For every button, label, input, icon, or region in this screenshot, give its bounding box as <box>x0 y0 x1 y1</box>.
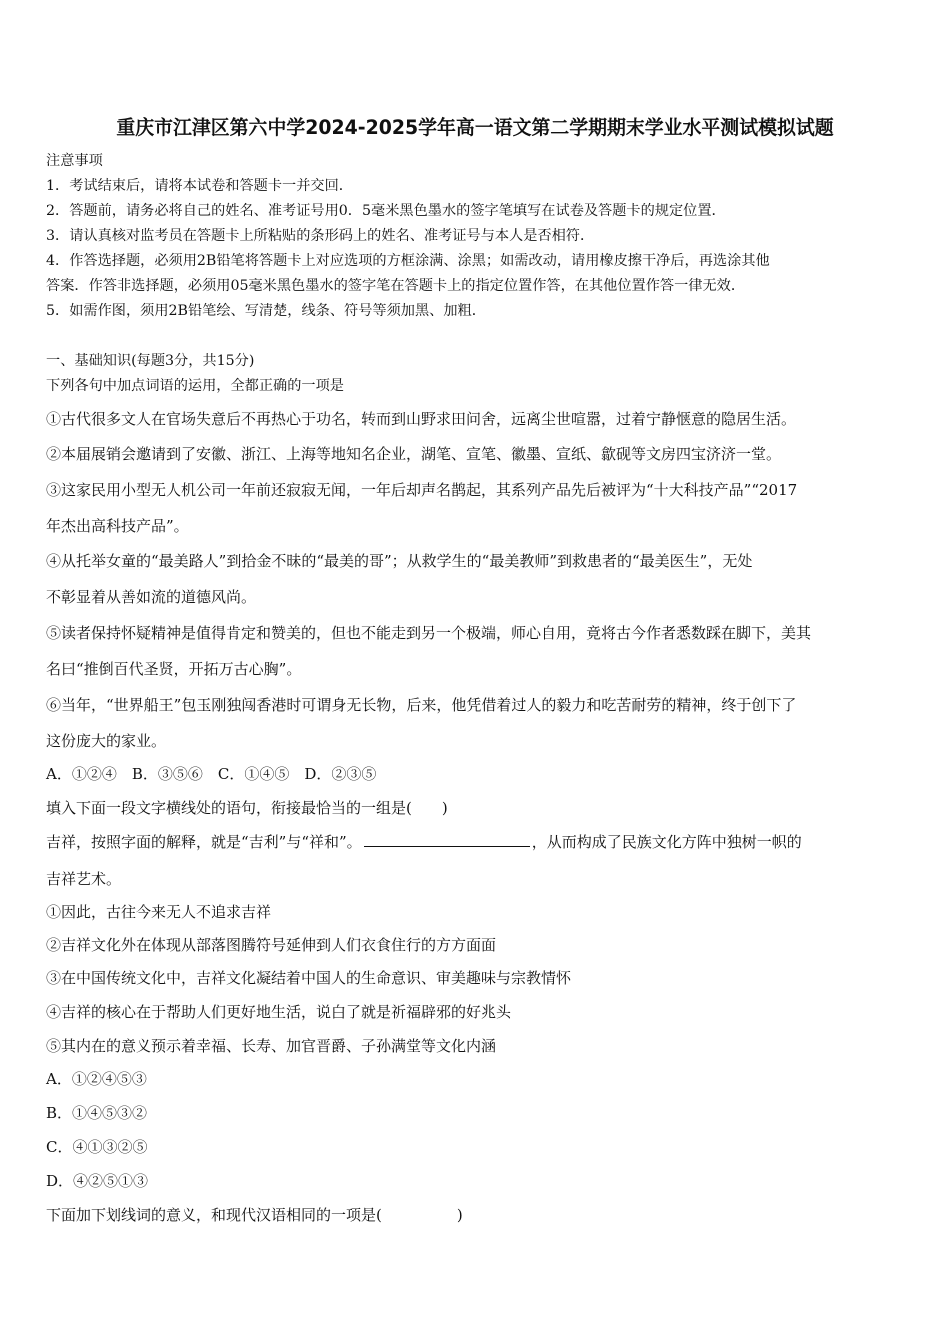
q1-sentence: ④从托举女童的“最美路人”到拾金不昧的“最美的哥”；从救学生的“最美教师”到救患者的“最美医生”，无处 <box>46 552 753 570</box>
page-title: 重庆市江津区第六中学2024-2025学年高一语文第二学期期末学业水平测试模拟试题 <box>116 116 834 139</box>
q1-sentence: ①古代很多文人在官场失意后不再热心于功名，转而到山野求田问舍，远离尘世喧嚣，过着宁静惬意的隐居生活。 <box>46 410 797 428</box>
question-1-stem: 下列各句中加点词语的运用，全都正确的一项是 <box>46 378 344 394</box>
q2-sentence: ①因此，古往今来无人不追求吉祥 <box>46 903 272 921</box>
fill-in-blank <box>364 832 530 847</box>
q2-passage-end: 吉祥艺术。 <box>46 870 122 888</box>
q1-sentence: 年杰出高科技产品”。 <box>46 517 189 535</box>
question-3-stem: 下面加下划线词的意义，和现代汉语相同的一项是( ) <box>46 1206 463 1224</box>
notice-heading: 注意事项 <box>46 153 103 169</box>
q2-passage-after: ，从而构成了民族文化方阵中独树一帜的 <box>531 833 802 851</box>
notice-item: 5．如需作图，须用2B铅笔绘、写清楚，线条、符号等须加黑、加粗． <box>46 303 486 319</box>
notice-item: 答案．作答非选择题，必须用05毫米黑色墨水的签字笔在答题卡上的指定位置作答，在其他位置作答一律无效． <box>46 278 746 294</box>
q2-passage-before: 吉祥，按照字面的解释，就是“吉利”与“祥和”。 <box>46 833 362 851</box>
q1-sentence: ②本届展销会邀请到了安徽、浙江、上海等地知名企业，湖笔、宣笔、徽墨、宣纸、歙砚等文房四宝济济一堂。 <box>46 445 782 463</box>
q2-sentence: ④吉祥的核心在于帮助人们更好地生活，说白了就是祈福辟邪的好兆头 <box>46 1003 512 1021</box>
q1-sentence: ⑥当年，“世界船王”包玉刚独闯香港时可谓身无长物，后来，他凭借着过人的毅力和吃苦耐劳的精神，终于创下了 <box>46 696 797 714</box>
notice-item: 1．考试结束后，请将本试卷和答题卡一并交回． <box>46 178 353 194</box>
q1-sentence: 名曰“推倒百代圣贤，开拓万古心胸”。 <box>46 660 302 678</box>
q1-sentence: ③这家民用小型无人机公司一年前还寂寂无闻，一年后却声名鹊起，其系列产品先后被评为“十大科技产品”“2017 <box>46 481 798 499</box>
notice-item: 3．请认真核对监考员在答题卡上所粘贴的条形码上的姓名、准考证号与本人是否相符． <box>46 228 595 244</box>
q2-option-a: A．①②④⑤③ <box>46 1070 147 1088</box>
q2-option-c: C．④①③②⑤ <box>46 1138 148 1156</box>
q2-option-d: D．④②⑤①③ <box>46 1172 149 1190</box>
q1-options: A．①②④ B．③⑤⑥ C．①④⑤ D．②③⑤ <box>46 765 377 783</box>
notice-item: 2．答题前，请务必将自己的姓名、准考证号用0．5毫米黑色墨水的签字笔填写在试卷及答题卡的规定位置． <box>46 203 726 219</box>
q2-sentence: ⑤其内在的意义预示着幸福、长寿、加官晋爵、子孙满堂等文化内涵 <box>46 1037 497 1055</box>
section-heading: 一、基础知识(每题3分，共15分) <box>46 353 255 369</box>
q2-option-b: B．①④⑤③② <box>46 1104 148 1122</box>
q1-sentence: 不彰显着从善如流的道德风尚。 <box>46 588 257 606</box>
notice-item: 4．作答选择题，必须用2B铅笔将答题卡上对应选项的方框涂满、涂黑；如需改动，请用橡皮擦干净后，再选涂其他 <box>46 253 770 269</box>
question-2-stem: 填入下面一段文字横线处的语句，衔接最恰当的一组是( ) <box>46 799 448 817</box>
q1-sentence: 这份庞大的家业。 <box>46 732 167 750</box>
q2-sentence: ③在中国传统文化中，吉祥文化凝结着中国人的生命意识、审美趣味与宗教情怀 <box>46 969 572 987</box>
q1-sentence: ⑤读者保持怀疑精神是值得肯定和赞美的，但也不能走到另一个极端，师心自用，竟将古今作者悉数踩在脚下，美其 <box>46 624 812 642</box>
q2-passage <box>46 832 802 852</box>
q2-sentence: ②吉祥文化外在体现从部落图腾符号延伸到人们衣食住行的方方面面 <box>46 936 497 954</box>
